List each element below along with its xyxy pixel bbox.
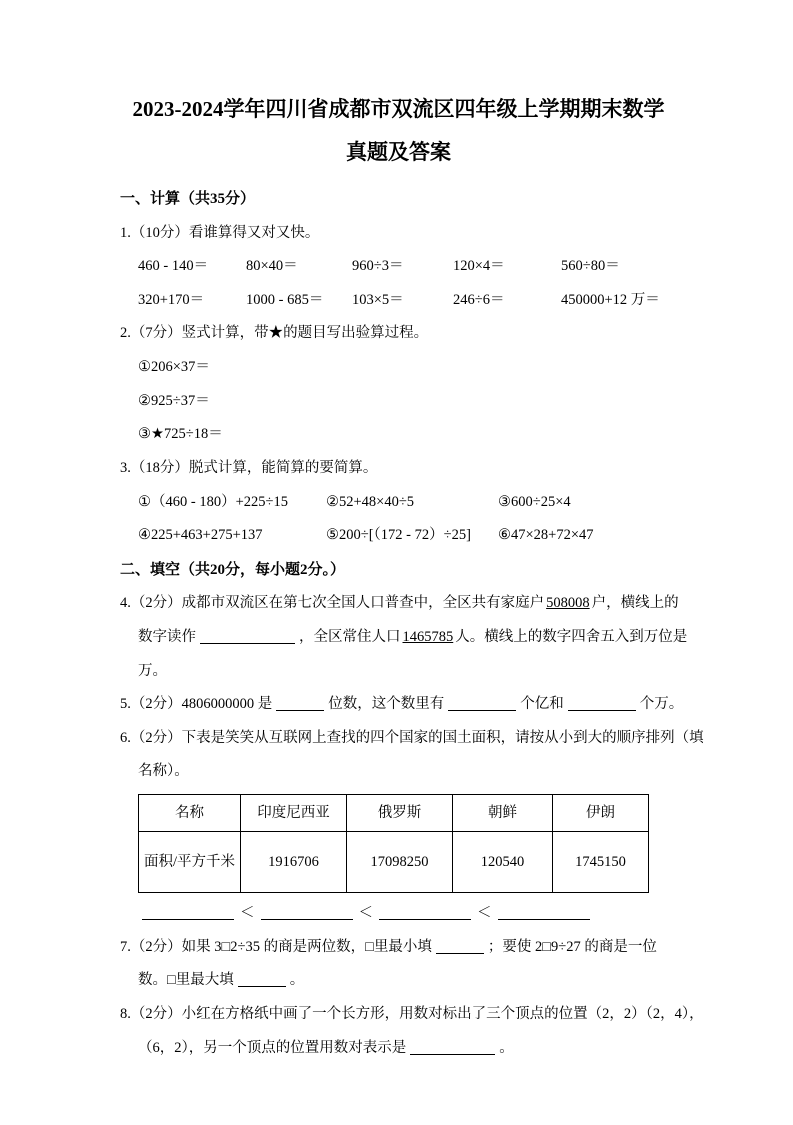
question-6-stem-line2: 名称）。 <box>138 763 189 780</box>
q4-underlined-number-2: 1465785 <box>402 628 454 645</box>
calc-item: 80×40＝ <box>246 258 298 275</box>
calc-item: 120×4＝ <box>453 258 505 275</box>
q1-calc-row-2 <box>138 284 677 318</box>
table-header-cell: 名称 <box>139 795 241 832</box>
table-row-label: 面积/平方千米 <box>139 832 241 893</box>
calc-item: 1000 - 685＝ <box>246 291 324 308</box>
table-header-cell: 印度尼西亚 <box>241 795 347 832</box>
calc-item: ⑤200÷[（172 - 72）÷25] <box>326 527 471 544</box>
calc-item: ④225+463+275+137 <box>138 527 263 544</box>
q4-text: 4.（2分）成都市双流区在第七次全国人口普查中，全区共有家庭户 <box>120 595 545 612</box>
q3-calc-row-1 <box>138 486 677 520</box>
calc-item: ①（460 - 180）+225÷15 <box>138 493 288 510</box>
q8-blank-1 <box>410 1039 495 1055</box>
table-value-cell: 120540 <box>453 832 553 893</box>
table-value-cell: 17098250 <box>347 832 453 893</box>
q6-order-blank-2 <box>261 904 353 920</box>
calc-item: ⑥47×28+72×47 <box>498 527 594 544</box>
q4-text: ，全区常住人口 <box>299 628 401 645</box>
table-header-cell: 俄罗斯 <box>347 795 453 832</box>
section-calc-heading: 一、计算（共35分） <box>120 191 256 208</box>
calc-item: 960÷3＝ <box>352 258 404 275</box>
question-1-stem: 1.（10分）看谁算得又对又快。 <box>120 224 320 241</box>
question-5 <box>120 688 684 722</box>
question-8-line2 <box>138 1032 677 1066</box>
calc-item: ②52+48×40÷5 <box>326 493 415 510</box>
page-title <box>120 88 677 174</box>
q5-text: 5.（2分）4806000000 是 <box>120 696 273 713</box>
q5-text: 个亿和 <box>520 696 564 713</box>
q7-blank-1 <box>436 938 484 954</box>
q7-text: ；要使 2□9÷27 的商是一位 <box>487 938 657 955</box>
table-value-cell: 1916706 <box>241 832 347 893</box>
less-than-sign: ＜ <box>358 905 373 922</box>
calc-item: 320+170＝ <box>138 291 205 308</box>
question-2-stem: 2.（7分）竖式计算，带★的题目写出验算过程。 <box>120 325 429 342</box>
q6-order-blank-1 <box>142 904 234 920</box>
less-than-sign: ＜ <box>240 905 255 922</box>
question-3-stem: 3.（18分）脱式计算，能简算的要简算。 <box>120 459 378 476</box>
country-area-table <box>138 794 649 893</box>
q1-calc-row-1 <box>138 250 677 284</box>
table-value-row <box>139 832 649 893</box>
question-7-line2 <box>138 964 677 998</box>
calc-item: 103×5＝ <box>352 291 404 308</box>
q5-blank-2 <box>448 695 516 711</box>
table-header-cell: 朝鲜 <box>453 795 553 832</box>
q8-text: （6，2），另一个顶点的位置用数对表示是 <box>138 1039 407 1056</box>
q4-text: 户，横线上的 <box>591 595 679 612</box>
q5-blank-1 <box>276 695 324 711</box>
q4-underlined-number-1: 508008 <box>546 595 590 612</box>
table-value-cell: 1745150 <box>553 832 649 893</box>
q5-text: 个万。 <box>639 696 684 713</box>
calc-item: 450000+12 万＝ <box>561 291 660 308</box>
page-title-line1: 2023-2024学年四川省成都市双流区四年级上学期期末数学 <box>132 97 665 121</box>
less-than-sign: ＜ <box>477 905 492 922</box>
q7-text: 。 <box>289 972 305 989</box>
q4-text: 万。 <box>138 662 167 679</box>
calc-item: 460 - 140＝ <box>138 258 209 275</box>
q5-blank-3 <box>568 695 636 711</box>
calc-item: 246÷6＝ <box>453 291 505 308</box>
q6-order-blank-3 <box>379 904 471 920</box>
question-4-line3 <box>138 655 677 689</box>
q7-blank-2 <box>238 971 286 987</box>
calc-item: 560÷80＝ <box>561 258 620 275</box>
q4-blank-1 <box>200 628 295 644</box>
calc-item: ③600÷25×4 <box>498 493 571 510</box>
question-4-line1 <box>120 587 677 621</box>
q3-calc-row-2 <box>138 519 677 553</box>
section-fill-heading: 二、填空（共20分，每小题2分。） <box>120 561 346 578</box>
q4-text: 数字读作 <box>138 628 196 645</box>
question-8-line1: 8.（2分）小红在方格纸中画了一个长方形，用数对标出了三个顶点的位置（2，2）（2，4）， <box>120 1005 704 1022</box>
page-title-line2: 真题及答案 <box>346 140 451 165</box>
q2-item-3: ③★725÷18＝ <box>138 426 223 443</box>
q7-text: 7.（2分）如果 3□2÷35 的商是两位数，□里最小填 <box>120 938 432 955</box>
q5-text: 位数，这个数里有 <box>328 696 445 713</box>
question-6-stem-line1: 6.（2分）下表是笑笑从互联网上查找的四个国家的国土面积，请按从小到大的顺序排列（填 <box>120 729 704 746</box>
question-7-line1 <box>120 931 677 965</box>
q8-text: 。 <box>499 1039 514 1056</box>
q6-ordering-line <box>138 897 677 931</box>
q4-text: 人。横线上的数字四舍五入到万位是 <box>455 628 688 645</box>
q2-item-2: ②925÷37＝ <box>138 392 210 409</box>
table-header-row <box>139 795 649 832</box>
table-header-cell: 伊朗 <box>553 795 649 832</box>
q6-order-blank-4 <box>498 904 590 920</box>
q7-text: 数。□里最大填 <box>138 972 234 989</box>
question-4-line2 <box>138 621 688 655</box>
q2-item-1: ①206×37＝ <box>138 359 210 376</box>
